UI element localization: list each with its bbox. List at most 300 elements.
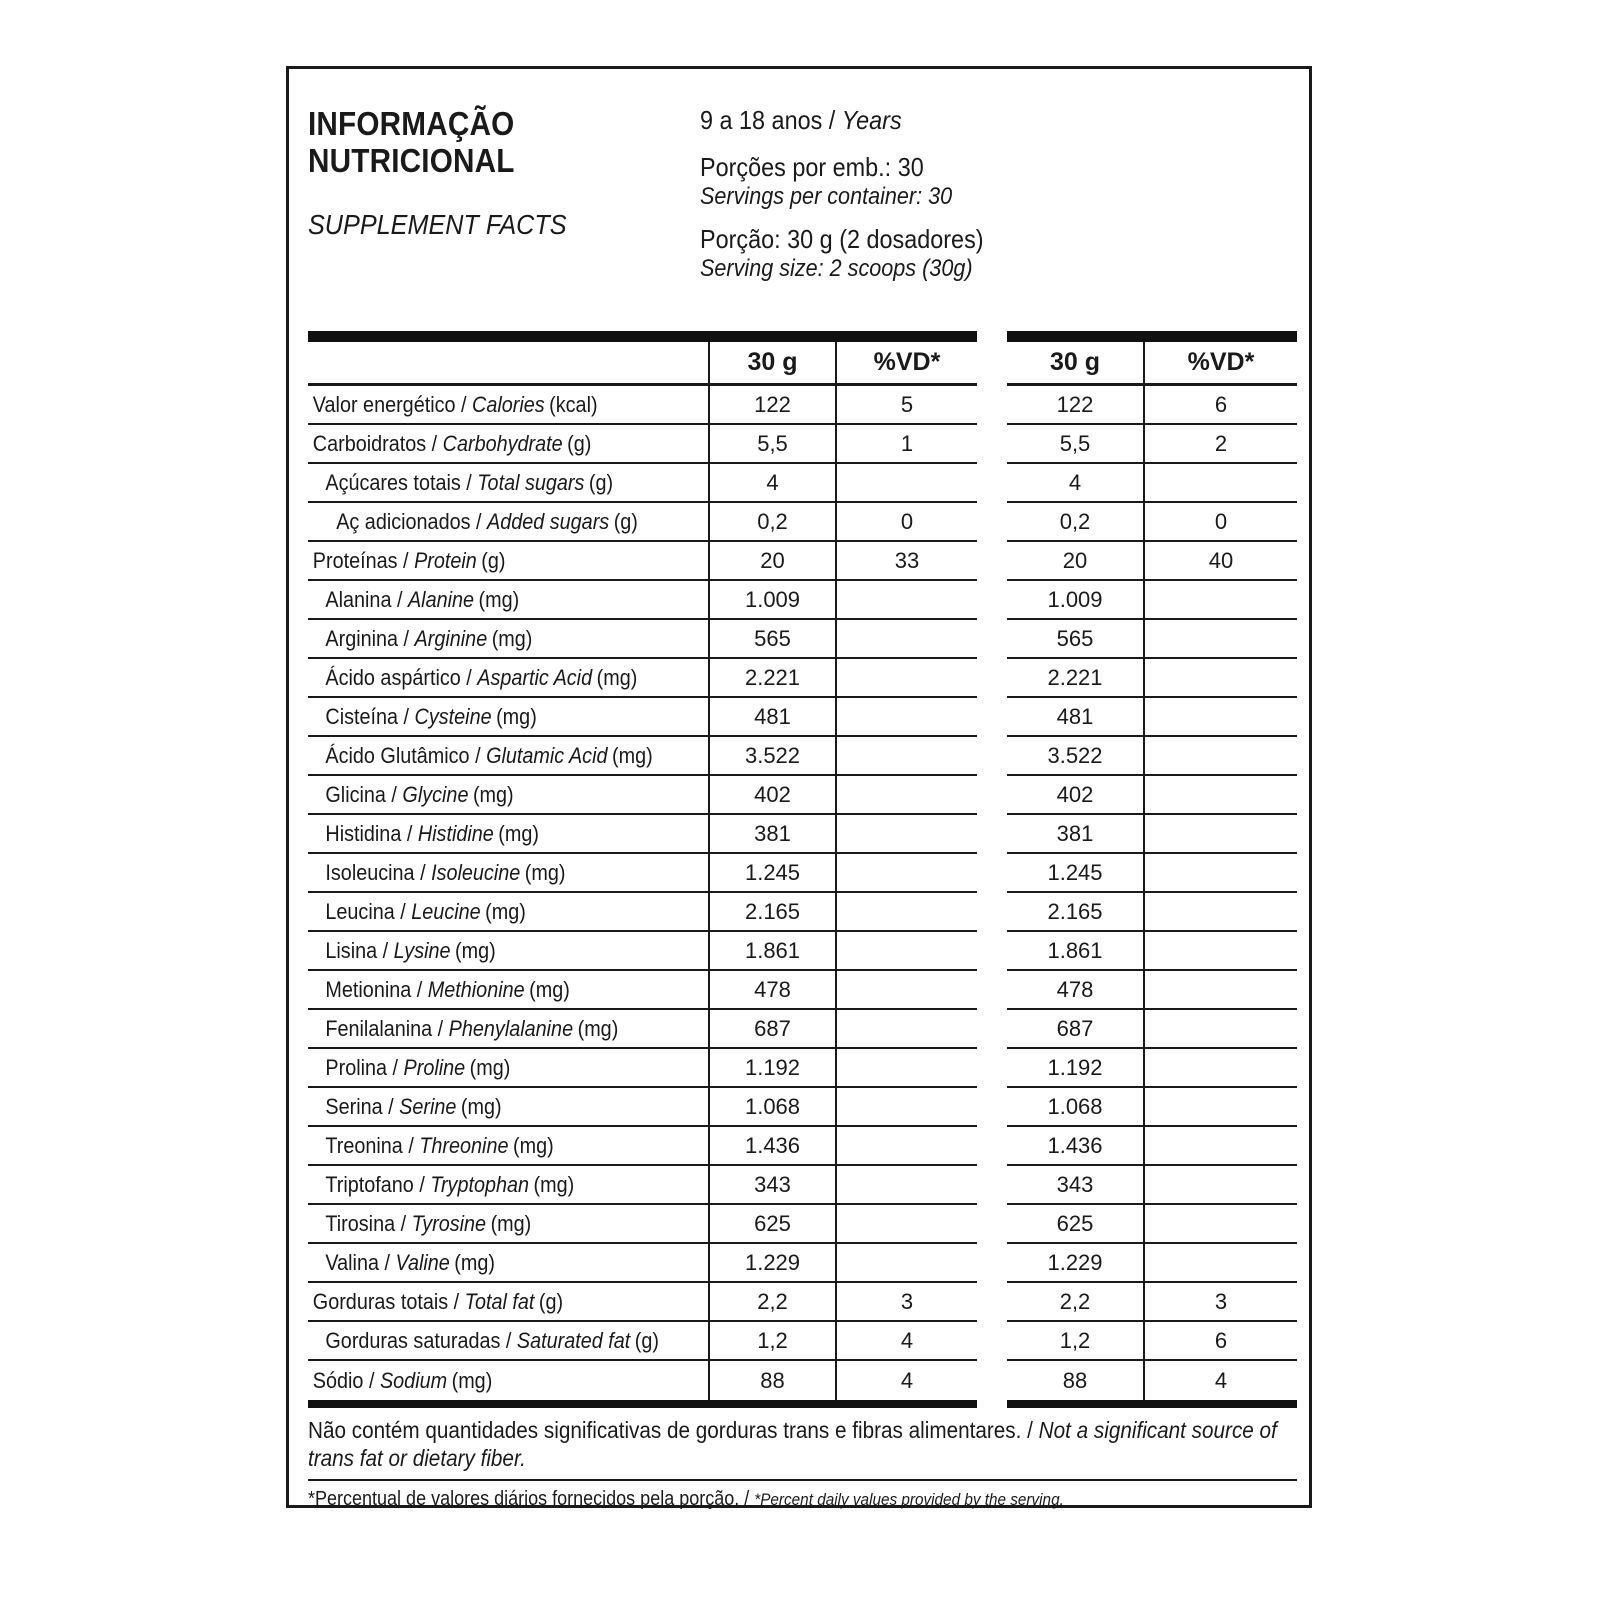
amount-30g-right-cell [1007,698,1143,737]
age-range-line [700,105,1260,135]
table-row [308,854,1297,893]
nutrient-label-cell [308,1244,708,1283]
nutrient-unit: (g) [588,469,614,495]
amount-30g-right-cell [1007,854,1143,893]
dv-left-cell [835,581,977,620]
label-separator: / [432,1015,449,1041]
nutrient-unit: (g) [634,1327,659,1353]
nutrient-label-cell [308,815,708,854]
dv-right-cell [1143,1322,1297,1361]
table-row [308,1205,1297,1244]
dv-right-value: 0 [1214,508,1228,534]
amount-30g-right-cell [1007,503,1143,542]
amount-30g-left-value: 687 [754,1015,791,1041]
label-separator: / [402,1132,420,1158]
amount-30g-left-value: 1.229 [744,1249,801,1275]
nutrient-name-pt: Aç adicionados [336,508,471,534]
dv-right-cell [1143,425,1297,464]
title-block [308,105,694,241]
nutrient-label-cell [308,698,708,737]
table-gap [977,1244,1007,1283]
amount-30g-left-value: 481 [754,703,791,729]
nutrient-label-cell [308,1049,708,1088]
dv-left-cell [835,698,977,737]
dv-left-cell [835,1010,977,1049]
dv-left-cell [835,1283,977,1322]
nutrient-unit: (g) [538,1288,564,1314]
amount-30g-right-value: 402 [1056,781,1094,807]
table-gap [977,1127,1007,1166]
nutrient-label-cell [308,776,708,815]
amount-30g-left-cell [708,620,835,659]
label-separator: / [411,976,428,1002]
amount-30g-right-value: 2.221 [1047,664,1103,690]
nutrient-unit: (mg) [460,1093,502,1119]
amount-30g-right-value: 1.229 [1047,1249,1103,1275]
nutrient-unit: (mg) [472,781,514,807]
age-range-en: Years [841,105,902,135]
nutrient-name-en: Glutamic Acid [486,742,608,768]
nutrient-unit: (g) [481,547,506,573]
nutrient-label-cell [308,932,708,971]
label-separator: / [385,781,403,807]
amount-30g-left-value: 2.165 [744,898,801,924]
amount-30g-left-cell [708,1088,835,1127]
amount-30g-right-value: 5,5 [1059,430,1091,456]
amount-30g-left-cell [708,815,835,854]
dv-right-cell [1143,464,1297,503]
table-gap [977,331,1007,342]
table-bottom-bar [308,1400,1297,1408]
nutrient-name-pt: Valina [325,1249,379,1275]
label-separator: / [460,469,478,495]
amount-30g-right-value: 3.522 [1047,742,1103,768]
nutrient-name-en: Isoleucine [431,859,521,885]
trans-fat-footnote-pt: Não contém quantidades significativas de gorduras trans e fibras alimentares. [308,1417,1022,1443]
table-gap [977,425,1007,464]
label-separator: / [378,1249,396,1275]
nutrient-name-pt: Serina [325,1093,383,1119]
amount-30g-right-cell [1007,1205,1143,1244]
header-label-cell [308,342,708,386]
amount-30g-right-value: 1.861 [1047,937,1103,963]
dv-right-cell [1143,932,1297,971]
amount-30g-right-cell [1007,1322,1143,1361]
table-body [308,386,1297,1400]
table-row [308,425,1297,464]
nutrient-name-en: Tyrosine [411,1210,487,1236]
nutrient-label-cell [308,1166,708,1205]
amount-30g-right-value: 565 [1056,625,1094,651]
label-separator: / [455,391,473,417]
table-header-row [308,342,1297,386]
amount-30g-left-cell [708,1166,835,1205]
nutrient-name-en: Glycine [402,781,469,807]
label-separator: / [363,1367,380,1393]
top-bar-left [308,331,977,342]
dv-left-cell [835,1049,977,1088]
dv-left-value: 33 [894,547,920,573]
table-gap [977,1010,1007,1049]
table-row [308,503,1297,542]
dv-right-cell [1143,1205,1297,1244]
table-gap [977,815,1007,854]
amount-30g-right-cell [1007,620,1143,659]
label-separator: / [500,1327,517,1353]
amount-30g-left-cell [708,1244,835,1283]
amount-30g-right-cell [1007,581,1143,620]
table-gap [977,1166,1007,1205]
table-gap [977,737,1007,776]
nutrient-name-pt: Gorduras saturadas [325,1327,501,1353]
nutrient-name-pt: Leucina [325,898,395,924]
amount-30g-right-cell [1007,659,1143,698]
dv-left-cell [835,620,977,659]
nutrient-unit: (mg) [451,1367,493,1393]
serving-size-en: Serving size: 2 scoops (30g) [700,255,973,282]
dv-right-cell [1143,581,1297,620]
table-gap [977,342,1007,386]
amount-30g-left-value: 1.068 [744,1093,801,1119]
dv-right-cell [1143,854,1297,893]
nutrient-name-pt: Gorduras totais [312,1288,449,1314]
dv-left-cell [835,542,977,581]
servings-per-container-en: Servings per container: 30 [700,183,953,210]
nutrition-table [308,331,1297,1408]
age-range-pt: 9 a 18 anos [700,105,823,135]
nutrient-name-en: Threonine [419,1132,509,1158]
table-row [308,815,1297,854]
amount-30g-right-value: 122 [1056,391,1094,417]
nutrient-unit: (mg) [454,1249,495,1275]
amount-30g-right-value: 1.192 [1047,1054,1103,1080]
label-separator: / [469,742,487,768]
dv-left-cell [835,1166,977,1205]
label-subtitle-en: SUPPLEMENT FACTS [308,209,567,240]
nutrient-unit: (mg) [490,1210,532,1236]
nutrient-label-cell [308,503,708,542]
dv-right-cell [1143,1283,1297,1322]
amount-30g-left-cell [708,542,835,581]
daily-value-footnote-en: *Percent daily values provided by the serving. [754,1490,1064,1509]
dv-right-cell [1143,971,1297,1010]
nutrient-name-pt: Metionina [325,976,412,1002]
table-gap [977,659,1007,698]
amount-30g-left-cell [708,581,835,620]
nutrient-unit: (kcal) [549,391,598,417]
nutrient-label-cell [308,581,708,620]
table-gap [977,776,1007,815]
footnote-divider [308,1479,1297,1481]
amount-30g-left-cell [708,776,835,815]
amount-30g-left-cell [708,386,835,425]
nutrient-name-pt: Sódio [312,1367,364,1393]
amount-30g-right-cell [1007,1088,1143,1127]
amount-30g-left-cell [708,1010,835,1049]
dv-right-cell [1143,659,1297,698]
amount-30g-left-cell [708,854,835,893]
amount-30g-left-value: 2,2 [757,1288,788,1314]
amount-30g-left-cell [708,1322,835,1361]
dv-left-cell [835,659,977,698]
nutrient-name-pt: Açúcares totais [325,469,461,495]
dv-left-cell [835,1322,977,1361]
separator: / [822,105,842,135]
amount-30g-right-value: 1.009 [1047,586,1103,612]
table-row [308,1361,1297,1400]
table-row [308,737,1297,776]
nutrient-name-en: Arginine [414,625,488,651]
nutrient-label-cell [308,542,708,581]
nutrient-name-pt: Ácido aspártico [325,664,461,690]
nutrient-label-cell [308,1322,708,1361]
daily-value-footnote-pt: *Percentual de valores diários fornecidos pela porção. [308,1488,740,1510]
serving-info-block [700,105,1260,284]
col-header-dv-left: %VD* [835,342,977,386]
nutrient-name-en: Lysine [393,937,451,963]
table-gap [977,1322,1007,1361]
amount-30g-left-cell [708,1049,835,1088]
nutrient-label-cell [308,659,708,698]
nutrient-label-cell [308,464,708,503]
trans-fat-footnote-en: Not a significant source of trans fat or dietary fiber. [308,1417,1277,1471]
nutrient-unit: (mg) [577,1015,619,1041]
amount-30g-right-cell [1007,1049,1143,1088]
dv-left-cell [835,971,977,1010]
dv-right-cell [1143,503,1297,542]
label-separator: / [398,703,415,729]
table-row [308,1010,1297,1049]
label-separator: / [426,430,443,456]
nutrient-name-en: Protein [414,547,477,573]
nutrient-name-pt: Isoleucina [325,859,415,885]
table-gap [977,1205,1007,1244]
label-separator: / [398,625,415,651]
amount-30g-left-cell [708,1127,835,1166]
amount-30g-right-cell [1007,464,1143,503]
table-gap [977,503,1007,542]
dv-right-cell [1143,698,1297,737]
dv-right-cell [1143,1244,1297,1283]
table-row [308,893,1297,932]
title-line2: NUTRICIONAL [308,142,515,179]
nutrient-name-pt: Ácido Glutâmico [325,742,470,768]
table-row [308,659,1297,698]
col-header-dv-right: %VD* [1143,342,1297,386]
col-header-amount-left: 30 g [708,342,835,386]
table-row [308,1322,1297,1361]
nutrient-label-cell [308,425,708,464]
amount-30g-right-cell [1007,1283,1143,1322]
nutrient-name-pt: Lisina [325,937,378,963]
nutrient-name-en: Proline [403,1054,466,1080]
nutrient-label-cell [308,386,708,425]
nutrient-name-en: Aspartic Acid [477,664,593,690]
label-separator: / [414,859,432,885]
nutrient-name-en: Added sugars [487,508,610,534]
nutrient-label-cell [308,737,708,776]
nutrient-unit: (mg) [596,664,638,690]
amount-30g-right-value: 1.436 [1047,1132,1103,1158]
dv-right-value: 6 [1214,1327,1228,1353]
nutrient-name-en: Carbohydrate [442,430,563,456]
table-row [308,932,1297,971]
amount-30g-left-value: 1.861 [744,937,801,963]
nutrient-name-en: Calories [472,391,545,417]
table-gap [977,620,1007,659]
amount-30g-left-value: 381 [754,820,791,846]
amount-30g-left-value: 625 [754,1210,791,1236]
label-separator: / [377,937,394,963]
dv-right-cell [1143,1166,1297,1205]
amount-30g-left-value: 402 [754,781,791,807]
bottom-bar-right [1007,1400,1297,1408]
label-separator: / [394,898,412,924]
bottom-bar-left [308,1400,977,1408]
dv-right-value: 40 [1208,547,1234,573]
nutrient-label-cell [308,1127,708,1166]
table-gap [977,698,1007,737]
dv-right-value: 6 [1214,391,1228,417]
label-separator: / [413,1171,431,1197]
dv-right-value: 3 [1214,1288,1228,1314]
table-row [308,1049,1297,1088]
amount-30g-left-value: 2.221 [744,664,801,690]
nutrient-unit: (mg) [498,820,539,846]
dv-left-cell [835,815,977,854]
nutrient-label-cell [308,1361,708,1400]
dv-right-cell [1143,1010,1297,1049]
nutrient-name-en: Methionine [427,976,525,1002]
dv-right-cell [1143,1088,1297,1127]
nutrient-name-pt: Alanina [325,586,392,612]
nutrient-name-pt: Proteínas [312,547,398,573]
dv-left-cell [835,737,977,776]
nutrient-name-en: Saturated fat [516,1327,631,1353]
amount-30g-left-cell [708,659,835,698]
nutrient-name-pt: Prolina [325,1054,388,1080]
nutrient-name-en: Sodium [379,1367,448,1393]
amount-30g-right-value: 2.165 [1047,898,1103,924]
dv-left-value: 0 [900,508,914,534]
amount-30g-left-value: 1.436 [744,1132,801,1158]
dv-left-cell [835,386,977,425]
col-header-amount-right: 30 g [1007,342,1143,386]
amount-30g-right-value: 481 [1056,703,1094,729]
amount-30g-right-value: 1.245 [1047,859,1103,885]
amount-30g-right-cell [1007,1361,1143,1400]
amount-30g-left-value: 0,2 [757,508,788,534]
nutrient-label-cell [308,971,708,1010]
amount-30g-right-cell [1007,815,1143,854]
top-bar-right [1007,331,1297,342]
nutrient-name-en: Cysteine [414,703,492,729]
amount-30g-left-value: 565 [754,625,791,651]
nutrient-unit: (g) [613,508,638,534]
table-row [308,971,1297,1010]
nutrient-label-cell [308,854,708,893]
nutrient-name-en: Phenylalanine [448,1015,574,1041]
dv-left-value: 4 [900,1327,914,1353]
dv-right-cell [1143,776,1297,815]
dv-left-value: 5 [900,391,914,417]
nutrient-unit: (mg) [611,742,653,768]
label-separator: / [382,1093,400,1119]
table-gap [977,1049,1007,1088]
nutrient-name-pt: Valor energético [312,391,456,417]
table-row [308,1166,1297,1205]
amount-30g-left-value: 20 [760,547,785,573]
amount-30g-left-cell [708,503,835,542]
amount-30g-right-value: 343 [1056,1171,1094,1197]
table-row [308,1127,1297,1166]
table-row [308,386,1297,425]
table-gap [977,893,1007,932]
footnotes [308,1416,1297,1511]
table-gap [977,854,1007,893]
label-separator: / [387,1054,404,1080]
nutrition-label-panel [286,66,1312,1508]
amount-30g-left-cell [708,737,835,776]
dv-left-cell [835,1205,977,1244]
label-title-pt [308,105,694,179]
label-separator: / [470,508,488,534]
nutrient-label-cell [308,893,708,932]
dv-right-cell [1143,1127,1297,1166]
amount-30g-right-value: 2,2 [1059,1288,1091,1314]
amount-30g-right-value: 478 [1056,976,1094,1002]
table-gap [977,1088,1007,1127]
nutrient-name-pt: Tirosina [325,1210,396,1236]
amount-30g-left-cell [708,425,835,464]
dv-left-cell [835,1361,977,1400]
nutrient-unit: (mg) [496,703,537,729]
title-line1: INFORMAÇÃO [308,105,515,142]
amount-30g-right-cell [1007,737,1143,776]
table-gap [977,1361,1007,1400]
dv-left-cell [835,776,977,815]
dv-right-cell [1143,815,1297,854]
dv-right-cell [1143,893,1297,932]
amount-30g-right-value: 88 [1062,1367,1088,1393]
nutrient-name-en: Serine [399,1093,457,1119]
nutrient-name-en: Leucine [411,898,481,924]
label-separator: / [391,586,408,612]
table-gap [977,971,1007,1010]
table-gap [977,542,1007,581]
amount-30g-left-value: 3.522 [744,742,801,768]
table-gap [977,1283,1007,1322]
label-separator: / [460,664,478,690]
table-row [308,581,1297,620]
nutrient-name-pt: Treonina [325,1132,403,1158]
dv-right-cell [1143,1361,1297,1400]
amount-30g-right-cell [1007,425,1143,464]
nutrient-unit: (mg) [478,586,520,612]
label-separator: / [397,547,415,573]
table-row [308,464,1297,503]
amount-30g-right-value: 687 [1056,1015,1094,1041]
amount-30g-left-cell [708,932,835,971]
amount-30g-left-cell [708,1205,835,1244]
amount-30g-right-value: 1,2 [1059,1327,1091,1353]
amount-30g-right-cell [1007,1166,1143,1205]
nutrient-name-en: Tryptophan [430,1171,530,1197]
label-separator: / [401,820,418,846]
dv-right-cell [1143,620,1297,659]
amount-30g-right-cell [1007,1010,1143,1049]
table-row [308,620,1297,659]
